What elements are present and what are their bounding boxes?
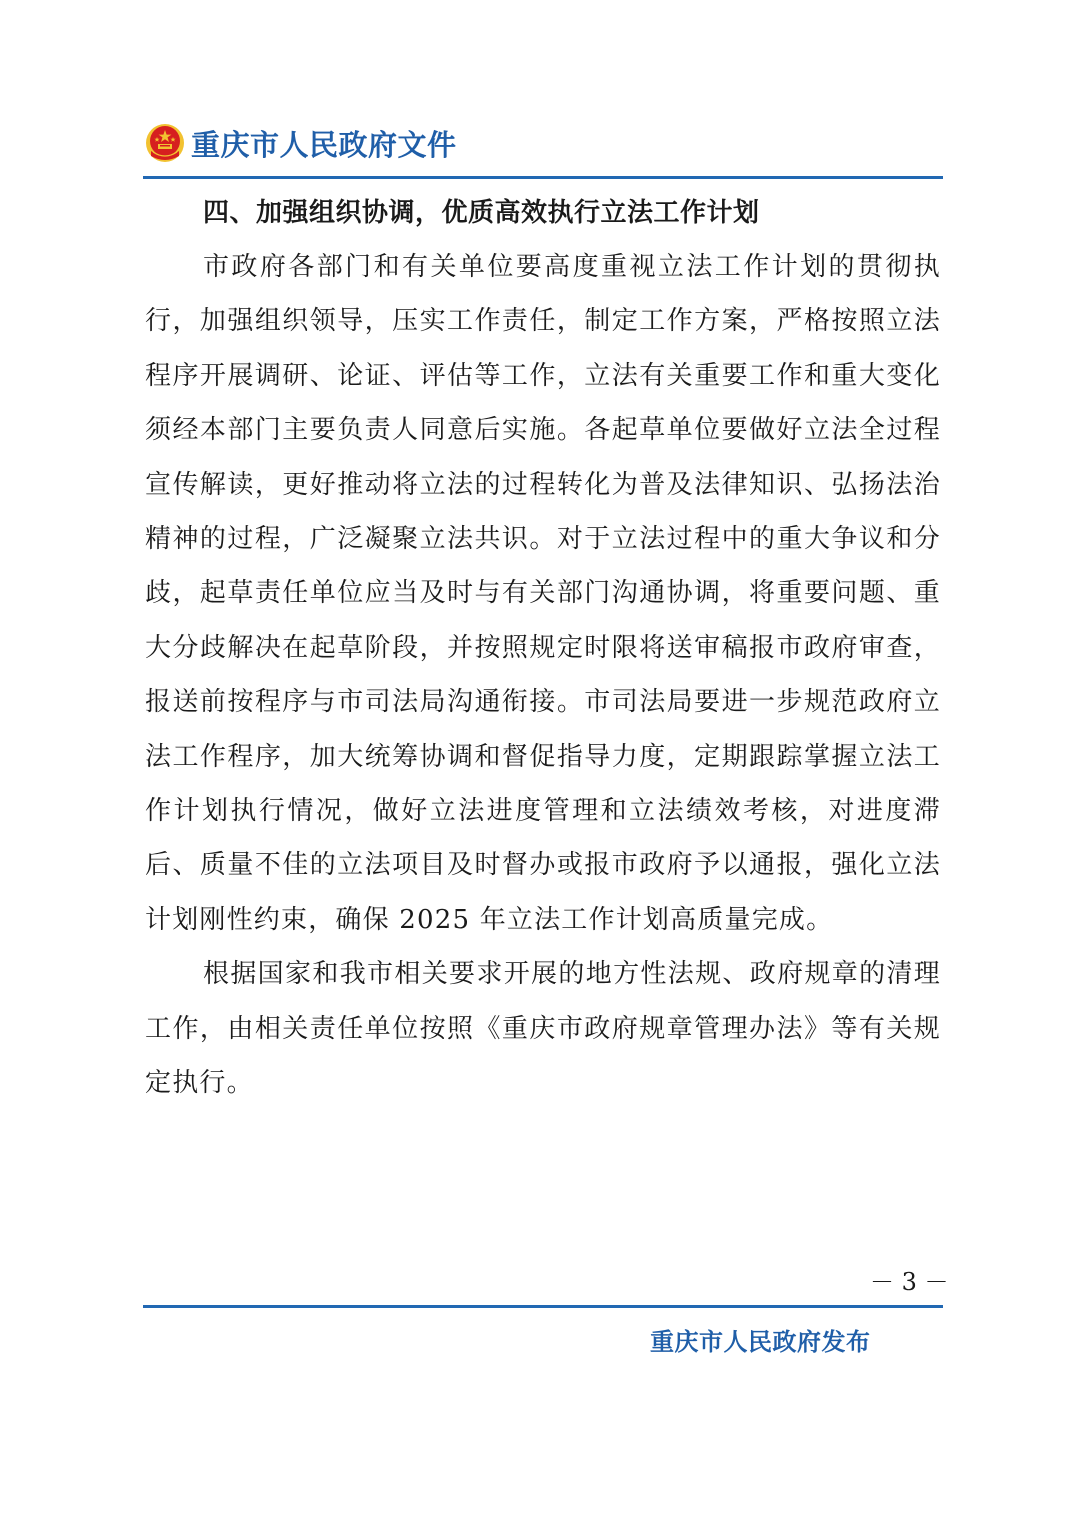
body-paragraph-2: 根据国家和我市相关要求开展的地方性法规、政府规章的清理工作，由相关责任单位按照《重庆市政府规章管理办法》等有关规定执行。 [145,959,941,1099]
national-emblem-icon [145,123,185,163]
document-body [145,186,941,1111]
header-divider [143,176,943,179]
page-number: － 3 － [870,1268,949,1296]
document-header [145,120,457,166]
body-paragraph-1: 市政府各部门和有关单位要高度重视立法工作计划的贯彻执行，加强组织领导，压实工作责任，制定工作方案，严格按照立法程序开展调研、论证、评估等工作，立法有关重要工作和重大变化须经本部门主要负责人同意后实施。各起草单位要做好立法全过程宣传解读，更好推动将立法的过程转化为普及法律知识、弘扬法治精神的过程，广泛凝聚立法共识。对于立法过程中的重大争议和分歧，起草责任单位应当及时与有关部门沟通协调，将重要问题、重大分歧解决在起草阶段，并按照规定时限将送审稿报市政府审查，报送前按程序与市司法局沟通衔接。市司法局要进一步规范政府立法工作程序，加大统筹协调和督促指导力度，定期跟踪掌握立法工作计划执行情况，做好立法进度管理和立法绩效考核，对进度滞后、质量不佳的立法项目及时督办或报市政府予以通报，强化立法计划刚性约束，确保 2025 年立法工作计划高质量完成。 [145,252,941,935]
footer-divider [143,1305,943,1308]
header-title: 重庆市人民政府文件 [191,127,457,162]
section-heading: 四、加强组织协调，优质高效执行立法工作计划 [203,198,760,228]
footer-publisher: 重庆市人民政府发布 [650,1328,871,1356]
